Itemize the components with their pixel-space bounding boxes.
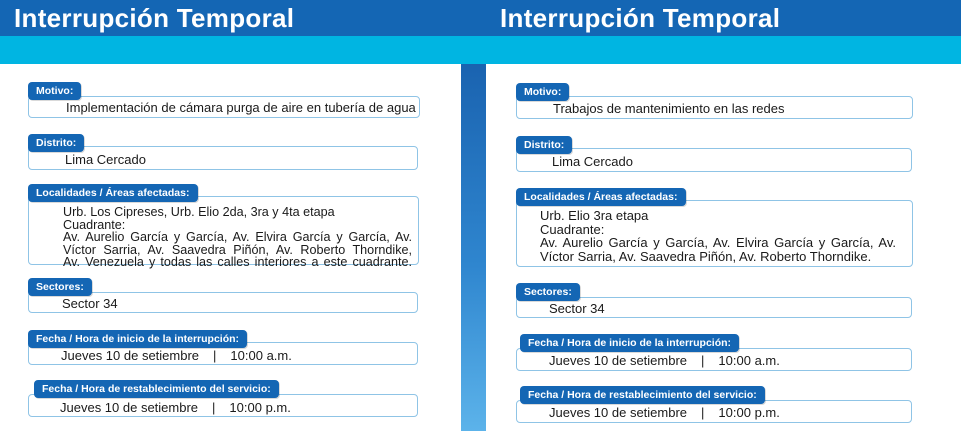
sectores-field (28, 278, 418, 316)
localidades-line: Víctor Sarria, Av. Saavedra Piñón, Av. Roberto Thorndike. (540, 248, 872, 264)
motivo-box (28, 96, 420, 118)
fin-value (60, 401, 291, 414)
separator: | (701, 405, 705, 420)
inicio-fecha: Jueves 10 de setiembre (549, 353, 688, 368)
motivo-value: Trabajos de mantenimiento en las redes (553, 101, 785, 116)
localidades-field (28, 184, 419, 268)
localidades-line: Cuadrante: (540, 221, 605, 237)
distrito-box (28, 146, 418, 170)
separator: | (212, 400, 216, 415)
motivo-label: Motivo: (516, 83, 569, 101)
notice-title: Interrupción Temporal (500, 3, 781, 33)
localidades-list (63, 206, 412, 269)
fin-label: Fecha / Hora de restablecimiento del servicio: (34, 380, 279, 398)
localidades-line: Av. Venezuela y todas las calles interiores a este cuadrante. (63, 255, 412, 269)
motivo-value: Implementación de cámara purga de aire en tubería de agua (66, 100, 416, 115)
fin-field (28, 380, 418, 420)
inicio-hora: 10:00 a.m. (230, 348, 292, 363)
sectores-label: Sectores: (516, 283, 580, 301)
inicio-field (516, 334, 912, 372)
notice-left (0, 0, 461, 431)
localidades-field (516, 188, 913, 270)
fin-hora: 10:00 p.m. (718, 405, 780, 420)
localidades-line: Víctor Sarria, Av. Saavedra Piñón, Av. Roberto Thorndike, (63, 242, 412, 257)
motivo-field (28, 82, 420, 120)
distrito-field (28, 134, 418, 172)
fin-fecha: Jueves 10 de setiembre (549, 405, 688, 420)
inicio-fecha: Jueves 10 de setiembre (61, 348, 200, 363)
localidades-line: Urb. Elio 3ra etapa (540, 208, 649, 223)
localidades-line: Cuadrante: (63, 217, 126, 232)
sectores-field (516, 283, 912, 321)
separator: | (701, 353, 705, 368)
localidades-label: Localidades / Áreas afectadas: (516, 188, 686, 206)
inicio-field (28, 330, 418, 368)
notice-body (486, 64, 961, 431)
localidades-list (540, 209, 896, 263)
inicio-value (61, 349, 292, 362)
inicio-label: Fecha / Hora de inicio de la interrupción: (520, 334, 739, 352)
localidades-line: Urb. Los Cipreses, Urb. Elio 2da, 3ra y 4ta etapa (63, 205, 335, 219)
distrito-value: Lima Cercado (65, 152, 146, 167)
localidades-box (516, 200, 913, 267)
separator: | (213, 348, 217, 363)
accent-bar (461, 36, 961, 64)
localidades-box (28, 196, 419, 269)
notice-right (461, 0, 961, 431)
fin-fecha: Jueves 10 de setiembre (60, 400, 199, 415)
notice-body (0, 64, 461, 431)
accent-bar (0, 36, 461, 64)
inicio-value (549, 354, 780, 367)
sectores-value: Sector 34 (62, 296, 118, 311)
fin-field (516, 386, 912, 426)
title-bar (0, 0, 461, 36)
localidades-line: Av. Aurelio García y García, Av. Elvira García y García, Av. (63, 230, 412, 244)
motivo-field (516, 83, 913, 121)
localidades-line: Av. Aurelio García y García, Av. Elvira García y García, Av. (540, 235, 896, 250)
distrito-field (516, 136, 912, 174)
inicio-hora: 10:00 a.m. (718, 353, 780, 368)
fin-hora: 10:00 p.m. (229, 400, 291, 415)
motivo-box (516, 96, 913, 119)
notice-title: Interrupción Temporal (14, 3, 295, 33)
title-bar (461, 0, 961, 36)
fin-label: Fecha / Hora de restablecimiento del servicio: (520, 386, 765, 404)
sectores-label: Sectores: (28, 278, 92, 296)
motivo-label: Motivo: (28, 82, 81, 100)
sectores-value: Sector 34 (549, 301, 605, 316)
side-strip (461, 64, 486, 431)
fin-value (549, 406, 780, 419)
distrito-value: Lima Cercado (552, 154, 633, 169)
distrito-label: Distrito: (516, 136, 572, 154)
inicio-label: Fecha / Hora de inicio de la interrupción: (28, 330, 247, 348)
distrito-box (516, 148, 912, 172)
distrito-label: Distrito: (28, 134, 84, 152)
localidades-label: Localidades / Áreas afectadas: (28, 184, 198, 202)
